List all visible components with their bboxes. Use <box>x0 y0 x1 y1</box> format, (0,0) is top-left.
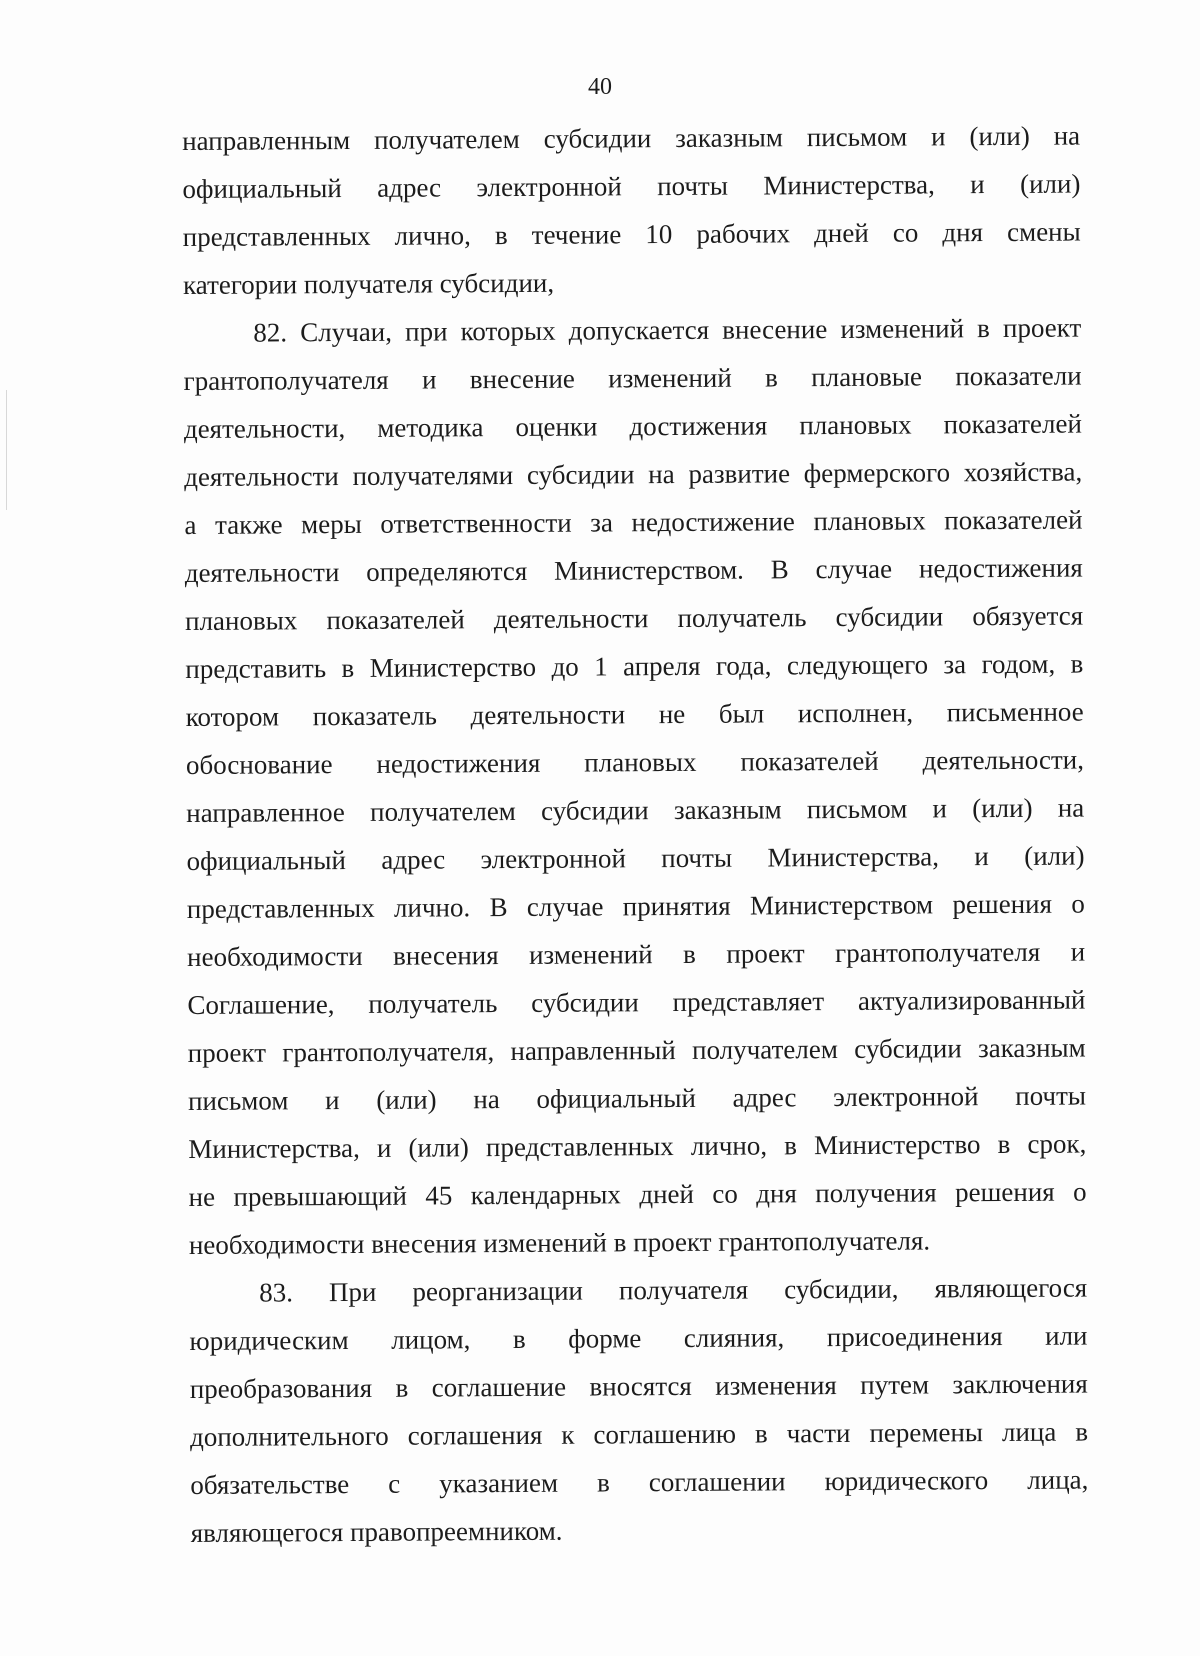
text-line: котором показатель деятельности не был исполнен, письменное <box>185 696 1084 732</box>
scan-artifact-line <box>6 390 7 510</box>
page-number: 40 <box>588 74 612 100</box>
paragraph-82 <box>183 304 1087 1269</box>
text-line: представленных лично. В случае принятия Министерством решения о <box>186 888 1085 924</box>
text-line: Соглашение, получатель субсидии представляет актуализированный <box>187 984 1086 1020</box>
text-line: категории получателя субсидии, <box>182 267 555 300</box>
text-line: направленным получателем субсидии заказным письмом и (или) на <box>182 120 1081 156</box>
text-line: направленное получателем субсидии заказным письмом и (или) на <box>186 792 1085 828</box>
text-line: необходимости внесения изменений в проект грантополучателя. <box>188 1225 931 1260</box>
text-line: дополнительного соглашения к соглашению в части перемены лица в <box>189 1416 1089 1452</box>
text-line: а также меры ответственности за недостижение плановых показателей <box>184 504 1083 540</box>
text-line: деятельности получателями субсидии на развитие фермерского хозяйства, <box>184 456 1083 492</box>
text-line: юридическим лицом, в форме слияния, присоединения или <box>189 1320 1088 1356</box>
text-line: 83. При реорганизации получателя субсидии, являющегося <box>259 1272 1088 1308</box>
document-body <box>182 112 1089 1557</box>
text-line: письмом и (или) на официальный адрес электронной почты <box>187 1080 1087 1116</box>
paragraph-81-continuation <box>182 112 1081 309</box>
text-line: деятельности определяются Министерством. В случае недостижения <box>184 552 1083 588</box>
text-line: являющегося правопреемником. <box>190 1515 563 1548</box>
text-line: обязательстве с указанием в соглашении юридического лица, <box>190 1464 1089 1500</box>
text-line: официальный адрес электронной почты Министерства, и (или) <box>182 168 1081 204</box>
text-line: необходимости внесения изменений в проект грантополучателя и <box>187 936 1086 972</box>
text-line: обоснование недостижения плановых показателей деятельности, <box>185 744 1085 780</box>
text-line: преобразования в соглашение вносятся изменения путем заключения <box>189 1368 1088 1404</box>
text-line: плановых показателей деятельности получатель субсидии обязуется <box>184 600 1084 636</box>
text-line: проект грантополучателя, направленный получателем субсидии заказным <box>187 1032 1086 1068</box>
text-line: Министерства, и (или) представленных лично, в Министерство в срок, <box>188 1128 1087 1164</box>
text-line: представленных лично, в течение 10 рабочих дней со дня смены <box>182 216 1081 252</box>
text-line: не превышающий 45 календарных дней со дня получения решения о <box>188 1176 1087 1212</box>
text-line: 82. Случаи, при которых допускается внесение изменений в проект <box>253 312 1082 348</box>
text-line: грантополучателя и внесение изменений в плановые показатели <box>183 360 1082 396</box>
text-line: деятельности, методика оценки достижения плановых показателей <box>183 408 1082 444</box>
paragraph-83 <box>189 1263 1089 1556</box>
text-line: официальный адрес электронной почты Министерства, и (или) <box>186 840 1085 876</box>
text-line: представить в Министерство до 1 апреля года, следующего за годом, в <box>185 648 1084 684</box>
